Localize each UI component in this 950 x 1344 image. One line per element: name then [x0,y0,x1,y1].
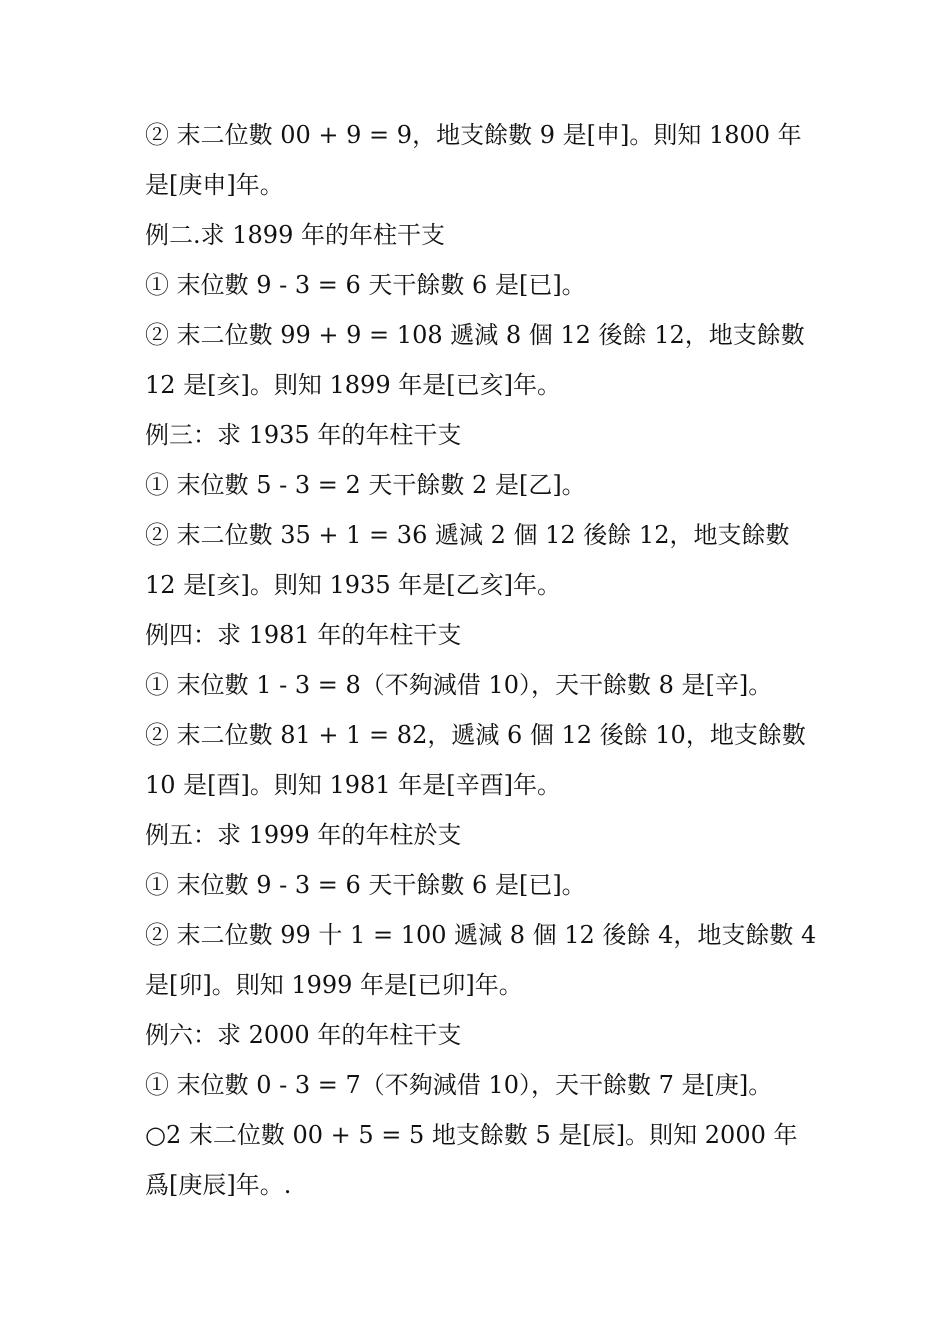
text-line: 是[卯]。則知 1999 年是[已卯]年。 [145,971,523,999]
text-line: ② 末二位數 00 + 9 = 9，地支餘數 9 是[申]。則知 1800 年 [145,121,802,149]
example-heading: 例四：求 1981 年的年柱干支 [145,621,462,649]
text-line: ② 末二位數 81 + 1 = 82，遞減 6 個 12 後餘 10，地支餘數 [145,721,806,749]
text-line: 12 是[亥]。則知 1899 年是[已亥]年。 [145,371,561,399]
text-line: 是[庚申]年。 [145,171,284,199]
example-heading: 例五：求 1999 年的年柱於支 [145,821,462,849]
text-line: 爲[庚辰]年。. [145,1171,292,1199]
text-line: ① 末位數 9 - 3 = 6 天干餘數 6 是[已]。 [145,871,586,899]
document-body [145,110,825,1210]
text-line: ① 末位數 0 - 3 = 7（不夠減借 10），天干餘數 7 是[庚]。 [145,1071,773,1099]
example-heading: 例二.求 1899 年的年柱干支 [145,221,445,249]
text-line: ① 末位數 5 - 3 = 2 天干餘數 2 是[乙]。 [145,471,586,499]
text-line: ① 末位數 1 - 3 = 8（不夠減借 10），天干餘數 8 是[辛]。 [145,671,773,699]
example-heading: 例三：求 1935 年的年柱干支 [145,421,462,449]
text-line: ② 末二位數 99 十 1 = 100 遞減 8 個 12 後餘 4，地支餘數 4 [145,921,817,949]
text-line: ○2 末二位數 00 + 5 = 5 地支餘數 5 是[辰]。則知 2000 年 [145,1121,798,1149]
example-heading: 例六：求 2000 年的年柱干支 [145,1021,462,1049]
text-line: 10 是[酉]。則知 1981 年是[辛酉]年。 [145,771,561,799]
text-line: ② 末二位數 99 + 9 = 108 遞減 8 個 12 後餘 12，地支餘數 [145,321,805,349]
text-line: ① 末位數 9 - 3 = 6 天干餘數 6 是[已]。 [145,271,586,299]
text-line: ② 末二位數 35 + 1 = 36 遞減 2 個 12 後餘 12，地支餘數 [145,521,790,549]
text-line: 12 是[亥]。則知 1935 年是[乙亥]年。 [145,571,561,599]
